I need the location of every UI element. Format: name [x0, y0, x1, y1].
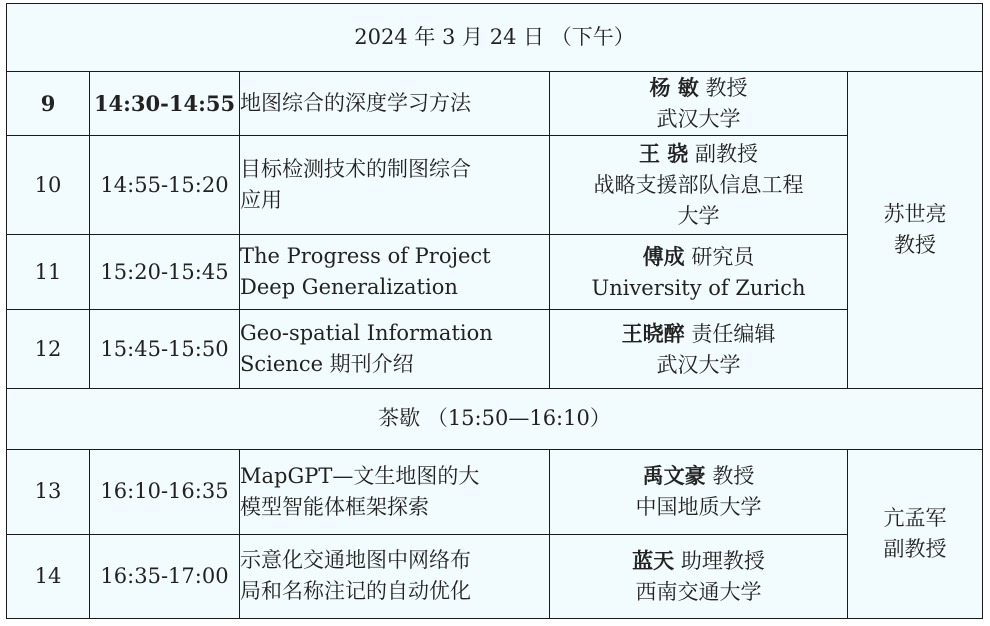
speaker-title: 责任编辑 — [691, 321, 776, 346]
talk-time: 15:20-15:45 — [90, 235, 240, 310]
speaker-name: 杨 敏 — [649, 75, 699, 101]
session-chair — [848, 449, 983, 618]
speaker-name: 王晓醉 — [621, 320, 685, 346]
speaker-org: 武汉大学 — [656, 107, 741, 132]
talk-time: 16:35-17:00 — [90, 534, 240, 618]
table-row — [7, 534, 983, 618]
speaker-org: 中国地质大学 — [635, 495, 762, 520]
talk-number: 11 — [7, 235, 90, 310]
talk-topic — [240, 72, 550, 136]
talk-topic-line: 示意化交通地图中网络布 — [240, 548, 471, 573]
table-row — [7, 136, 983, 235]
speaker-org: 战略支援部队信息工程 — [593, 173, 804, 198]
speaker-name: 蓝天 — [632, 547, 675, 573]
speaker-cell — [550, 534, 848, 618]
speaker-cell — [550, 136, 848, 235]
talk-topic-line: MapGPT—文生地图的大 — [240, 463, 480, 488]
talk-time: 14:30-14:55 — [90, 72, 240, 136]
talk-topic-line: Science 期刊介绍 — [240, 352, 414, 377]
talk-topic-line: Geo-spatial Information — [240, 321, 493, 346]
talk-time: 14:55-15:20 — [90, 136, 240, 235]
chair-name: 苏世亮 — [883, 201, 947, 226]
chair-title: 副教授 — [883, 536, 947, 561]
speaker-cell — [550, 235, 848, 310]
table-row — [7, 310, 983, 388]
talk-number: 13 — [7, 449, 90, 534]
schedule-table — [6, 3, 983, 619]
talk-topic-line: 目标检测技术的制图综合 — [240, 157, 471, 182]
speaker-org: 武汉大学 — [656, 352, 741, 377]
talk-topic — [240, 449, 550, 534]
speaker-title: 教授 — [705, 76, 748, 101]
speaker-cell — [550, 310, 848, 388]
talk-topic — [240, 310, 550, 388]
speaker-title: 教授 — [712, 464, 755, 489]
speaker-cell — [550, 72, 848, 136]
talk-topic-line: Deep Generalization — [240, 275, 458, 300]
talk-number: 9 — [7, 72, 90, 136]
schedule-date-header: 2024 年 3 月 24 日 （下午） — [7, 4, 983, 72]
break-row — [7, 388, 983, 449]
chair-title: 教授 — [894, 232, 936, 257]
talk-topic-line: The Progress of Project — [240, 244, 491, 269]
talk-time: 15:45-15:50 — [90, 310, 240, 388]
talk-topic-line: 地图综合的深度学习方法 — [240, 91, 471, 116]
talk-topic — [240, 235, 550, 310]
talk-topic — [240, 136, 550, 235]
speaker-name: 禹文豪 — [642, 463, 706, 489]
talk-number: 10 — [7, 136, 90, 235]
talk-topic — [240, 534, 550, 618]
talk-number: 12 — [7, 310, 90, 388]
speaker-title: 助理教授 — [680, 548, 765, 573]
speaker-org: 大学 — [677, 204, 720, 229]
speaker-org: 西南交通大学 — [635, 579, 762, 604]
table-row — [7, 449, 983, 534]
speaker-title: 研究员 — [691, 244, 755, 269]
talk-number: 14 — [7, 534, 90, 618]
speaker-org: University of Zurich — [591, 275, 806, 300]
talk-topic-line: 模型智能体框架探索 — [240, 494, 429, 519]
speaker-title: 副教授 — [695, 142, 758, 167]
talk-topic-line: 应用 — [240, 188, 282, 213]
tea-break: 茶歇 （15:50—16:10） — [7, 388, 983, 449]
talk-time: 16:10-16:35 — [90, 449, 240, 534]
speaker-name: 傅成 — [642, 243, 685, 269]
speaker-cell — [550, 449, 848, 534]
talk-topic-line: 局和名称注记的自动优化 — [240, 579, 471, 604]
table-row — [7, 72, 983, 136]
session-chair — [848, 72, 983, 388]
chair-name: 亢孟军 — [883, 505, 947, 530]
table-row — [7, 235, 983, 310]
speaker-name: 王 骁 — [639, 141, 689, 167]
